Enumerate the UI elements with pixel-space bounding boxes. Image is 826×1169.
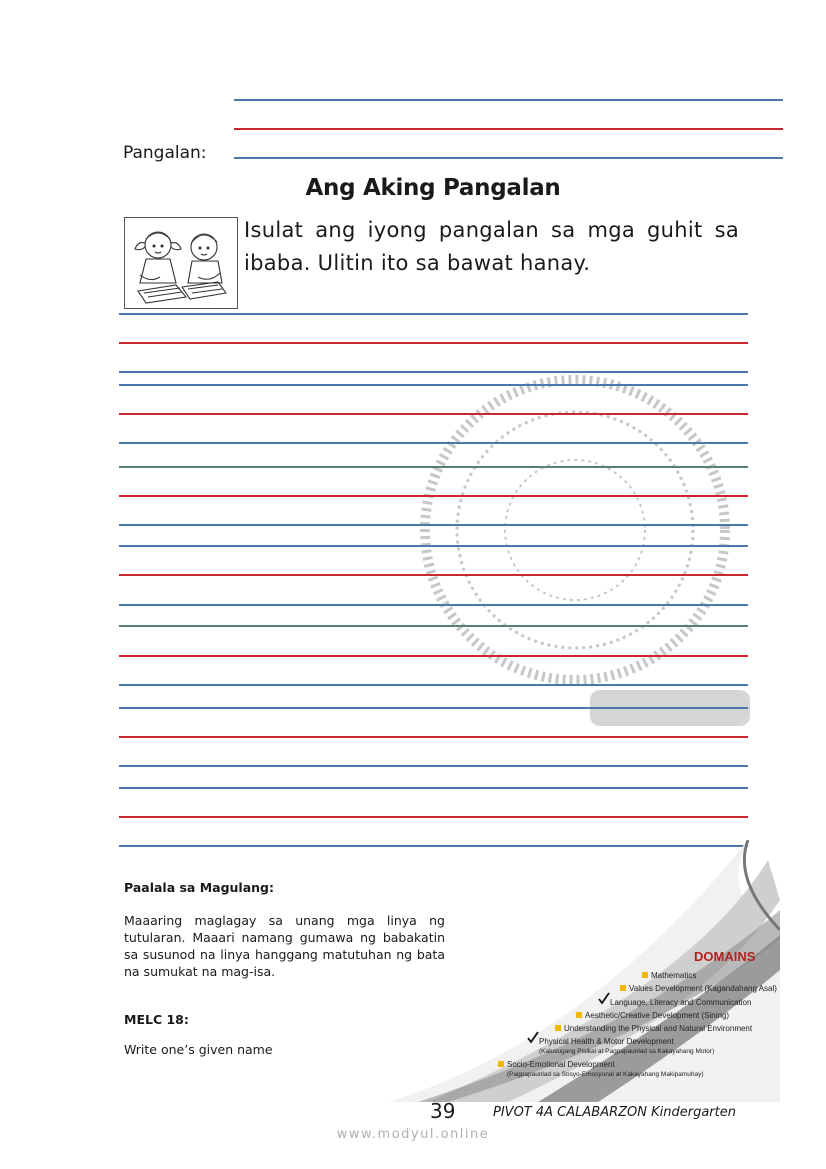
domain-item — [555, 1024, 753, 1033]
page-number: 39 — [430, 1099, 456, 1123]
domain-label: Physical Health & Motor Development — [539, 1037, 674, 1046]
domain-sublabel: (Pagpapaunlad sa Sosyo-Emosyunal at Kakayahang Makipamuhay) — [507, 1071, 704, 1078]
practice-line — [119, 495, 748, 497]
domain-bullet — [498, 1061, 504, 1067]
practice-line — [119, 787, 748, 789]
domain-label: Mathematics — [651, 971, 697, 980]
melc-body: Write one’s given name — [124, 1042, 273, 1057]
parent-note-heading: Paalala sa Magulang: — [124, 880, 274, 895]
domain-bullet — [576, 1012, 582, 1018]
children-writing-illustration — [124, 217, 238, 309]
footer-text: PIVOT 4A CALABARZON Kindergarten — [493, 1105, 736, 1120]
practice-line — [119, 765, 748, 767]
domain-sublabel: (Kalusugang Pisikal at Pagpapaunlad sa Kakayahang Motor) — [539, 1048, 715, 1055]
domain-label: Language, Literacy and Communication — [610, 998, 752, 1007]
practice-line — [119, 371, 748, 373]
domain-bullet — [642, 972, 648, 978]
site-watermark: www.modyul.online — [336, 1127, 490, 1142]
domain-item — [576, 1011, 729, 1020]
domain-label: Values Development (Kagandahang Asal) — [629, 984, 777, 993]
name-line-top — [234, 99, 783, 101]
domain-bullet — [555, 1025, 561, 1031]
practice-line — [119, 736, 748, 738]
domains-title: DOMAINS — [694, 949, 756, 964]
practice-line — [119, 313, 748, 315]
practice-line — [119, 413, 748, 415]
domain-item — [620, 984, 777, 993]
practice-line — [119, 684, 748, 686]
name-label: Pangalan: — [123, 143, 207, 163]
name-line-middle — [234, 128, 783, 130]
domain-bullet — [620, 985, 626, 991]
practice-line — [119, 545, 748, 547]
practice-line — [119, 574, 748, 576]
domains-graphic — [388, 840, 780, 1102]
melc-heading: MELC 18: — [124, 1012, 189, 1027]
practice-line — [119, 384, 748, 386]
domain-item — [642, 971, 696, 980]
practice-line — [119, 625, 748, 627]
domain-label: Aesthetic/Creative Development (Sining) — [585, 1011, 730, 1020]
practice-line — [119, 524, 748, 526]
practice-line — [119, 604, 748, 606]
worksheet-title: Ang Aking Pangalan — [305, 175, 561, 201]
practice-line — [119, 655, 748, 657]
practice-line — [119, 466, 748, 468]
instruction-text: Isulat ang iyong pangalan sa mga guhit sa ibaba. Ulitin ito sa bawat hanay. — [244, 218, 739, 275]
practice-line — [119, 342, 748, 344]
domain-label: Socio-Emotional Development — [507, 1060, 615, 1069]
parent-note-body: Maaaring maglagay sa unang mga linya ng tutularan. Maaari namang gumawa ng babakatin sa susunod na linya hanggang matutuhan ng bata na sumukat na mag-isa. — [124, 913, 445, 979]
practice-line — [119, 816, 748, 818]
name-line-bottom[interactable] — [234, 157, 783, 159]
deped-seal-watermark — [400, 330, 750, 730]
practice-line — [119, 707, 748, 709]
practice-line — [119, 442, 748, 444]
domain-label: Understanding the Physical and Natural Environment — [564, 1024, 753, 1033]
